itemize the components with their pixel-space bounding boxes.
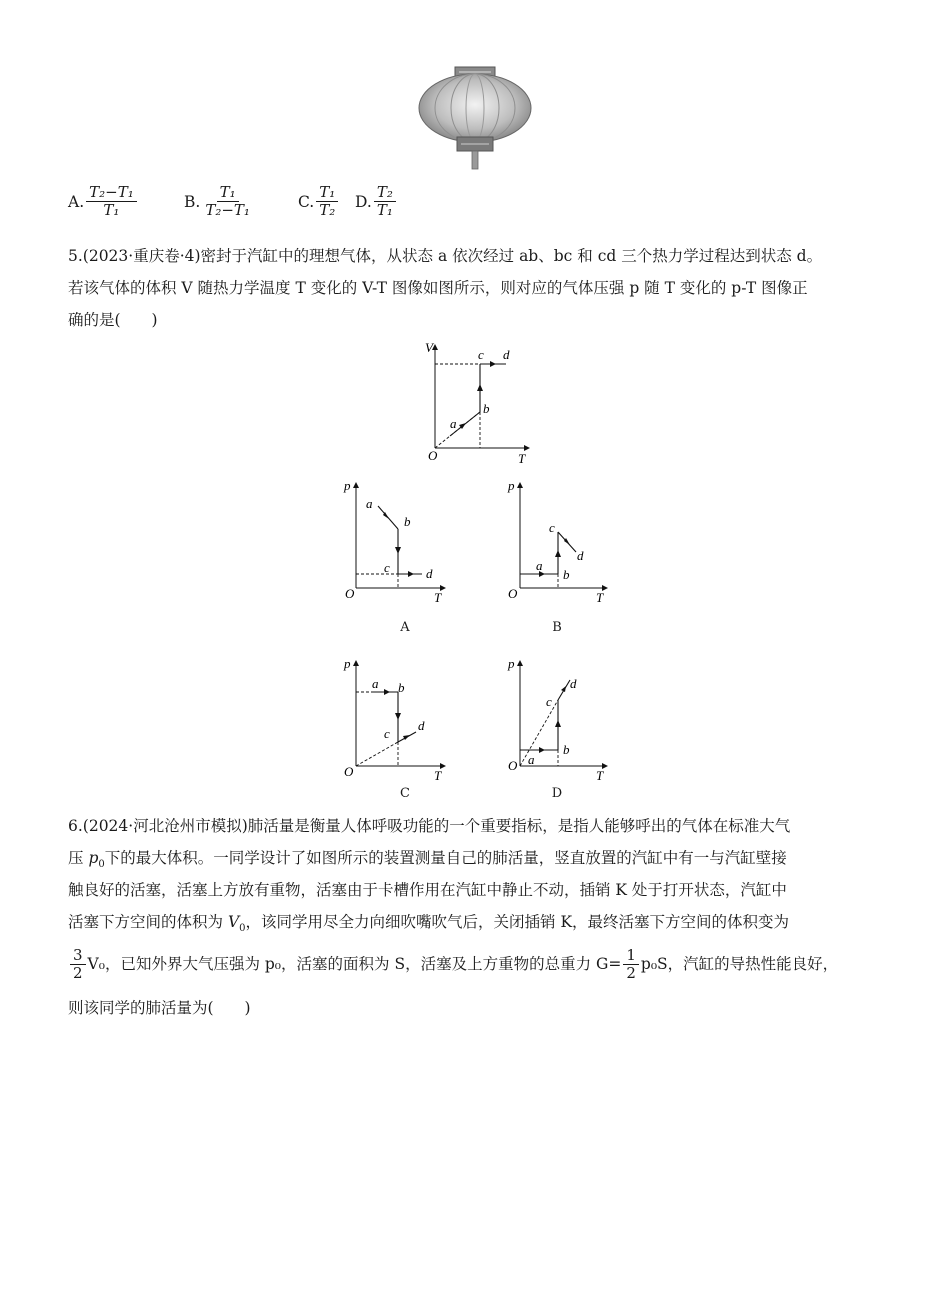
option-a-denominator: T₁ <box>103 201 120 219</box>
vt-x-axis-label: T <box>518 451 526 466</box>
fraction-three-halves: $\frac{3}{2}$ <box>70 947 86 982</box>
pt-graph-b <box>500 474 620 609</box>
vt-graph <box>420 336 540 468</box>
graph-a-point-c: c <box>384 560 390 575</box>
vt-point-a: a <box>450 416 457 431</box>
graph-d-x-label: T <box>596 768 604 783</box>
graph-b-point-a: a <box>536 558 543 573</box>
q6-line-6: 则该同学的肺活量为( ) <box>68 999 251 1017</box>
graph-c-y-label: p <box>344 656 351 671</box>
fraction-one-half: $\frac{1}{2}$ <box>623 947 639 982</box>
graph-d-point-c: c <box>546 694 552 709</box>
option-b[interactable]: B. $\frac{\text{T₁}}{\text{T₂−T₁}}$ <box>184 184 255 219</box>
graph-a-x-label: T <box>434 590 442 605</box>
graph-c-x-label: T <box>434 768 442 783</box>
graph-c-origin: O <box>344 764 354 779</box>
graph-b-x-label: T <box>596 590 604 605</box>
graph-b-point-b: b <box>563 567 570 582</box>
q5-line-1: 5.(2023·重庆卷·4)密封于汽缸中的理想气体，从状态 a 依次经过 ab、bc 和 cd 三个热力学过程达到状态 d。 <box>68 247 823 265</box>
graph-a-point-a: a <box>366 496 373 511</box>
graph-a-y-label: p <box>344 478 351 493</box>
graph-a-origin: O <box>345 586 355 601</box>
graph-c-point-d: d <box>418 718 425 733</box>
vt-origin-label: O <box>428 448 438 463</box>
graph-d-caption: D <box>551 786 563 801</box>
graph-b-caption: B <box>552 620 562 635</box>
option-d-numerator: T₂ <box>374 184 396 202</box>
graph-a-point-b: b <box>404 514 411 529</box>
option-a[interactable]: A. $\frac{\text{T₂−T₁}}{\text{T₁}}$ <box>68 184 139 219</box>
pt-graph-a <box>336 474 456 609</box>
vt-point-c: c <box>478 347 484 362</box>
vt-point-b: b <box>483 401 490 416</box>
q6-line-5: $\frac{3}{2}$ V₀，已知外界大气压强为 p₀，活塞的面积为 S，活塞及上方重物的总重力 G= $\frac{1}{2}$ p₀S，汽缸的导热性能良好， <box>68 944 838 984</box>
option-c-denominator: T₂ <box>319 201 336 219</box>
graph-c-caption: C <box>400 786 410 801</box>
graph-c-point-b: b <box>398 680 405 695</box>
q6-line-2: 压 $p_0$下的最大体积。一同学设计了如图所示的装置测量自己的肺活量，竖直放置的汽缸中有一与汽缸壁接 <box>68 849 787 871</box>
q5-line-2: 若该气体的体积 V 随热力学温度 T 变化的 V-T 图像如图所示，则对应的气体压强 p 随 T 变化的 p-T 图像正 <box>68 279 808 297</box>
graph-c-point-c: c <box>384 726 390 741</box>
q6-line-1: 6.(2024·河北沧州市模拟)肺活量是衡量人体呼吸功能的一个重要指标，是指人能够呼出的气体在标准大气 <box>68 817 791 835</box>
graph-c-point-a: a <box>372 676 379 691</box>
pt-graph-d <box>500 652 620 787</box>
vt-y-axis-label: V <box>425 340 433 355</box>
graph-d-origin: O <box>508 758 518 773</box>
vt-point-d: d <box>503 347 510 362</box>
option-d-denominator: T₁ <box>376 201 393 219</box>
graph-b-point-c: c <box>549 520 555 535</box>
option-b-numerator: T₁ <box>217 184 239 202</box>
option-d[interactable]: D. $\frac{\text{T₂}}{\text{T₁}}$ <box>355 184 398 219</box>
graph-d-y-label: p <box>508 656 515 671</box>
option-b-denominator: T₂−T₁ <box>205 201 250 219</box>
graph-d-point-b: b <box>563 742 570 757</box>
lantern-illustration <box>415 65 535 173</box>
graph-d-point-d: d <box>570 676 577 691</box>
q5-line-3: 确的是( ) <box>68 311 158 329</box>
option-c-numerator: T₁ <box>316 184 338 202</box>
pt-graph-c <box>336 652 456 787</box>
graph-d-point-a: a <box>528 752 535 767</box>
graph-b-point-d: d <box>577 548 584 563</box>
q6-line-3: 触良好的活塞，活塞上方放有重物，活塞由于卡槽作用在汽缸中静止不动，插销 K 处于打开状态，汽缸中 <box>68 881 787 899</box>
graph-b-origin: O <box>508 586 518 601</box>
graph-b-y-label: p <box>508 478 515 493</box>
option-a-numerator: T₂−T₁ <box>86 184 137 202</box>
q6-line-4: 活塞下方空间的体积为 $V_0$，该同学用尽全力向细吹嘴吹气后，关闭插销 K，最终活塞下方空间的体积变为 <box>68 913 790 935</box>
graph-a-caption: A <box>400 620 410 635</box>
option-c[interactable]: C. $\frac{\text{T₁}}{\text{T₂}}$ <box>298 184 340 219</box>
graph-a-point-d: d <box>426 566 433 581</box>
